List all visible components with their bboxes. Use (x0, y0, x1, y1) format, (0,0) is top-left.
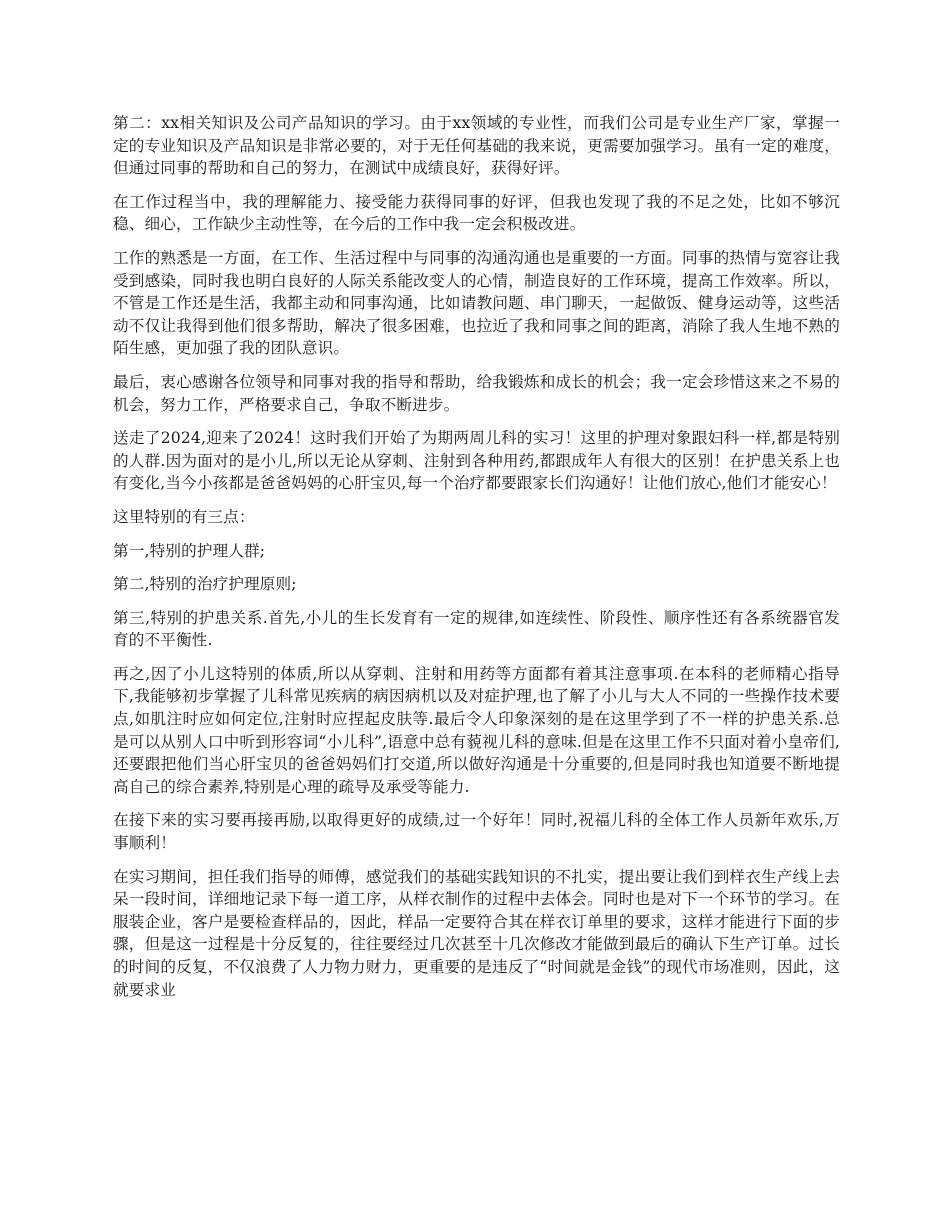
paragraph-point-one: 第一,特别的护理人群; (113, 541, 266, 560)
paragraph-thanks: 最后，衷心感谢各位领导和同事对我的指导和帮助，给我锻炼和成长的机会；我一定会珍惜这来之不易的机会，努力工作，严格要求自己，争取不断进步。 (113, 372, 840, 414)
paragraph-colleague-communication: 工作的熟悉是一方面，在工作、生活过程中与同事的沟通沟通也是重要的一方面。同事的热情与宽容让我受到感染，同时我也明白良好的人际关系能改变人的心情，制造良好的工作环境，提高工作效率。所以，不管是工作还是生活，我都主动和同事沟通，比如请教问题、串门聊天，一起做饭、健身运动等，这些活动不仅让我得到他们很多帮助，解决了很多困难，也拉近了我和同事之间的距离，消除了我人生地不熟的陌生感，更加强了我的团队意识。 (113, 248, 840, 358)
paragraph-pediatrics-intro: 送走了2024,迎来了2024！这时我们开始了为期两周儿科的实习！这里的护理对象跟妇科一样,都是特别的人群.因为面对的是小儿,所以无论从穿刺、注射到各种用药,都跟成年人有很大的区别！在护患关系上也有变化,当今小孩都是爸爸妈妈的心肝宝贝,每一个治疗都要跟家长们沟通好！让他们放心,他们才能安心！ (113, 429, 840, 493)
paragraph-point-three: 第三,特别的护患关系.首先,小儿的生长发育有一定的规律,如连续性、阶段性、顺序性还有各系统器官发育的不平衡性. (113, 608, 840, 650)
paragraph-product-knowledge: 第二：xx相关知识及公司产品知识的学习。由于xx领域的专业性，而我们公司是专业生产厂家，掌握一定的专业知识及产品知识是非常必要的，对于无任何基础的我来说，更需要加强学习。虽有一定的难度，但通过同事的帮助和自己的努力，在测试中成绩良好，获得好评。 (113, 114, 840, 178)
document-body (113, 112, 840, 1012)
paragraph-point-two: 第二,特别的治疗护理原则; (113, 575, 297, 594)
paragraph-work-ability: 在工作过程当中，我的理解能力、接受能力获得同事的好评，但我也发现了我的不足之处，比如不够沉稳、细心，工作缺少主动性等，在今后的工作中我一定会积极改进。 (113, 192, 840, 234)
paragraph-pediatrics-practice: 再之,因了小儿这特别的体质,所以从穿刺、注射和用药等方面都有着其注意事项.在本科的老师精心指导下,我能够初步掌握了儿科常见疾病的病因病机以及对症护理,也了解了小儿与大人不同的一些操作技术要点,如肌注时应如何定位,注射时应捏起皮肤等.最后令人印象深刻的是在这里学到了不一样的护患关系.总是可以从别人口中听到形容词“小儿科”,语意中总有藐视儿科的意味.但是在这里工作不只面对着小皇帝们,还要跟把他们当心肝宝贝的爸爸妈妈们打交道,所以做好沟通是十分重要的,但是同时我也知道要不断地提高自己的综合素养,特别是心理的疏导及承受等能力. (113, 664, 840, 796)
paragraph-three-points: 这里特别的有三点： (113, 507, 255, 526)
paragraph-new-year-wishes: 在接下来的实习要再接再励,以取得更好的成绩,过一个好年！同时,祝福儿科的全体工作人员新年欢乐,万事顺利！ (113, 811, 840, 853)
paragraph-sample-production: 在实习期间，担任我们指导的师傅，感觉我们的基础实践知识的不扎实，提出要让我们到样衣生产线上去呆一段时间，详细地记录下每一道工序，从样衣制作的过程中去体会。同时也是对下一个环节的学习。在服装企业，客户是要检查样品的，因此，样品一定要符合其在样衣订单里的要求，这样才能进行下面的步骤，但是这一过程是十分反复的，往往要经过几次甚至十几次修改才能做到最后的确认下生产订单。过长的时间的反复，不仅浪费了人力物力财力，更重要的是违反了“时间就是金钱”的现代市场准则，因此，这就要求业 (113, 867, 840, 999)
